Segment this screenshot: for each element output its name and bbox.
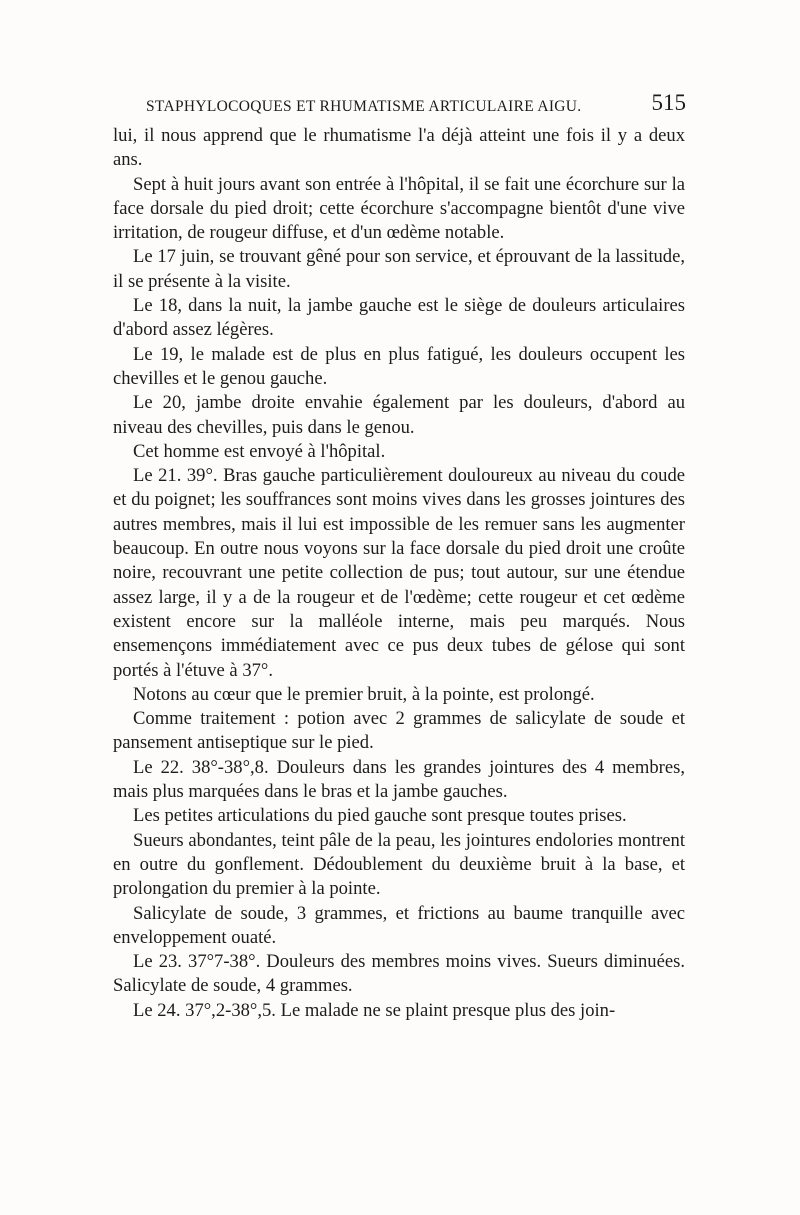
paragraph: Le 17 juin, se trouvant gêné pour son service, et éprouvant de la lassitude, il se présente à la visite.	[113, 246, 685, 292]
paragraph: Comme traitement : potion avec 2 grammes de salicylate de soude et pansement antiseptique sur le pied.	[113, 708, 685, 754]
page-header	[146, 90, 686, 124]
paragraph: Le 20, jambe droite envahie également par les douleurs, d'abord au niveau des chevilles, puis dans le genou.	[113, 392, 685, 438]
paragraph: Le 19, le malade est de plus en plus fatigué, les douleurs occupent les chevilles et le genou gauche.	[113, 343, 685, 389]
body-text	[113, 124, 685, 1023]
paragraph: lui, il nous apprend que le rhumatisme l'a déjà atteint une fois il y a deux ans.	[113, 125, 685, 171]
paragraph: Sueurs abondantes, teint pâle de la peau, les jointures endolories montrent en outre du gonflement. Dédoublement du deuxième bruit à la base, et prolongation du premier à la pointe.	[113, 829, 685, 900]
paragraph: Le 21. 39°. Bras gauche particulièrement douloureux au niveau du coude et du poignet; les souffrances sont moins vives dans les grosses jointures des autres membres, mais il lui est impossible de les remuer sans les augmenter beaucoup. En outre nous voyons sur la face dorsale du pied droit une croûte noire, recouvrant une petite collection de pus; tout autour, sur une étendue assez large, il y a de la rougeur et de l'œdème; cette rougeur et cet œdème existent encore sur la malléole interne, mais peu marqués. Nous ensemençons immédiatement avec ce pus deux tubes de gélose qui sont portés à l'étuve à 37°.	[113, 465, 685, 681]
page-number: 515	[651, 90, 686, 115]
paragraph: Cet homme est envoyé à l'hôpital.	[133, 440, 386, 462]
paragraph: Le 24. 37°,2-38°,5. Le malade ne se plaint presque plus des join-	[133, 999, 616, 1021]
paragraph: Le 18, dans la nuit, la jambe gauche est le siège de douleurs articulaires d'abord assez légères.	[113, 295, 685, 341]
paragraph: Notons au cœur que le premier bruit, à la pointe, est prolongé.	[133, 683, 595, 705]
paragraph: Les petites articulations du pied gauche sont presque toutes prises.	[133, 805, 627, 827]
paragraph: Sept à huit jours avant son entrée à l'hôpital, il se fait une écorchure sur la face dorsale du pied droit; cette écorchure s'accompagne bientôt d'une vive irritation, de rougeur diffuse, et d'un œdème notable.	[113, 173, 685, 244]
paragraph: Le 22. 38°-38°,8. Douleurs dans les grandes jointures des 4 membres, mais plus marquées dans le bras et la jambe gauches.	[113, 756, 685, 803]
paragraph: Salicylate de soude, 3 grammes, et frictions au baume tranquille avec enveloppement ouaté.	[113, 902, 685, 948]
running-title: STAPHYLOCOQUES ET RHUMATISME ARTICULAIRE AIGU.	[146, 98, 582, 115]
paragraph: Le 23. 37°7-38°. Douleurs des membres moins vives. Sueurs diminuées. Salicylate de soude, 4 grammes.	[113, 951, 685, 997]
